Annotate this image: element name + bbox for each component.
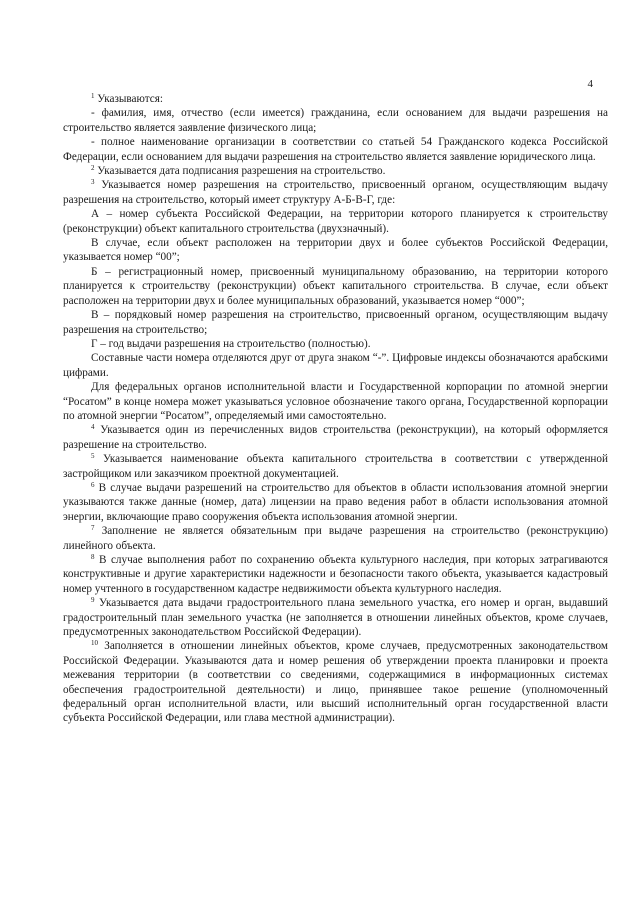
page-number: 4: [587, 78, 593, 90]
footnote-paragraph: [63, 178, 608, 207]
footnote-text: Заполняется в отношении линейных объектов, кроме случаев, предусмотренных законодательством Российской Федерации. Указываются дата и номер решения об утверждении проекта планировки и проекта межевания территории (в соответствии со сведениями, содержащимися в информационных системах обеспечения градостроительной деятельности) и лицо, принявшее такое решение (уполномоченный федеральный орган исполнительной власти, или высший исполнительный орган государственной власти субъекта Российской Федерации, или глава местной администрации).: [63, 640, 609, 725]
footnote-marker: 3: [91, 178, 95, 187]
footnote-paragraph: [63, 337, 608, 351]
footnote-text: Указывается дата выдачи градостроительного плана земельного участка, его номер и орган, выдавший градостроительный план земельного участка (не заполняется в отношении линейных объектов, кроме случаев, предусмотренных законодательством Российской Федерации).: [63, 597, 609, 639]
footnote-paragraph: [63, 308, 608, 337]
footnote-paragraph: [63, 452, 608, 481]
footnote-paragraph: [63, 596, 608, 639]
footnote-text: Б – регистрационный номер, присвоенный муниципальному образованию, на территории которого планируется к строительству (реконструкции) объект капитального строительства. В случае, если объект расположен на территории двух и более муниципальных образований, указывается номер “000”;: [63, 265, 608, 307]
footnote-marker: 5: [91, 452, 95, 461]
footnotes-body: [63, 92, 608, 726]
footnote-text: В случае выполнения работ по сохранению объекта культурного наследия, при которых затрагиваются конструктивные и другие характеристики надежности и безопасности такого объекта, указывается кадастровый номер учтенного в государственном кадастре недвижимости объекта культурного наследия.: [63, 554, 608, 595]
footnote-text: А – номер субъекта Российской Федерации, на территории которого планируется к строительству (реконструкции) объект капитального строительства (двухзначный).: [63, 208, 608, 235]
footnote-paragraph: [63, 524, 608, 553]
footnote-marker: 8: [91, 553, 95, 561]
footnote-paragraph: [63, 92, 608, 106]
footnote-paragraph: [63, 207, 608, 236]
footnote-text: Указывается номер разрешения на строительство, присвоенный органом, осуществляющим выдачу разрешения на строительство, который имеет структуру А-Б-В-Г, где:: [63, 179, 608, 206]
footnote-paragraph: [63, 265, 608, 308]
footnote-text: В случае, если объект расположен на территории двух и более субъектов Российской Федерации, указывается номер “00”;: [63, 237, 608, 264]
footnote-text: В случае выдачи разрешений на строительство для объектов в области использования атомной энергии указываются также данные (номер, дата) лицензии на право ведения работ в области использования атомной энергии, включающие право сооружения объекта использования атомной энергии.: [63, 481, 608, 523]
footnote-marker: 1: [91, 92, 95, 100]
footnote-paragraph: [63, 351, 608, 380]
footnote-paragraph: [63, 236, 608, 265]
footnote-marker: 6: [91, 480, 95, 489]
footnote-paragraph: [63, 481, 608, 524]
footnote-paragraph: [63, 106, 608, 135]
footnote-paragraph: [63, 164, 608, 178]
footnote-text: Указывается один из перечисленных видов строительства (реконструкции), на который оформляется разрешение на строительство.: [63, 424, 609, 451]
footnote-paragraph: [63, 639, 608, 725]
footnote-marker: 4: [91, 423, 95, 432]
footnote-paragraph: [63, 380, 608, 423]
footnote-text: В – порядковый номер разрешения на строительство, присвоенный органом, осуществляющим выдачу разрешения на строительство;: [63, 309, 608, 336]
footnote-text: Для федеральных органов исполнительной власти и Государственной корпорации по атомной энергии “Росатом” в конце номера может указываться условное обозначение такого органа, Государственной корпорации по атомной энергии “Росатом”, определяемый ими самостоятельно.: [63, 381, 608, 422]
footnote-marker: 2: [91, 164, 95, 173]
footnote-text: Г – год выдачи разрешения на строительство (полностью).: [91, 337, 371, 350]
footnote-paragraph: [63, 135, 608, 164]
footnote-text: Составные части номера отделяются друг от друга знаком “-”. Цифровые индексы обозначаются арабскими цифрами.: [63, 352, 608, 379]
footnote-text: Указывается наименование объекта капитального строительства в соответствии с утвержденной застройщиком или заказчиком проектной документацией.: [63, 453, 608, 480]
footnote-paragraph: [63, 553, 608, 596]
footnote-text: - фамилия, имя, отчество (если имеется) гражданина, если основанием для выдачи разрешения на строительство является заявление физического лица;: [63, 107, 608, 134]
footnote-marker: 10: [91, 639, 98, 648]
footnote-text: Заполнение не является обязательным при выдаче разрешения на строительство (реконструкцию) линейного объекта.: [63, 525, 609, 552]
footnote-paragraph: [63, 423, 608, 452]
footnote-text: - полное наименование организации в соответствии со статьей 54 Гражданского кодекса Российской Федерации, если основанием для выдачи разрешения на строительство является заявление юридического лица.: [63, 136, 608, 163]
footnote-text: Указывается дата подписания разрешения на строительство.: [97, 165, 386, 178]
footnote-text: Указываются:: [97, 93, 163, 105]
footnote-marker: 7: [91, 524, 95, 533]
footnote-marker: 9: [91, 596, 95, 605]
